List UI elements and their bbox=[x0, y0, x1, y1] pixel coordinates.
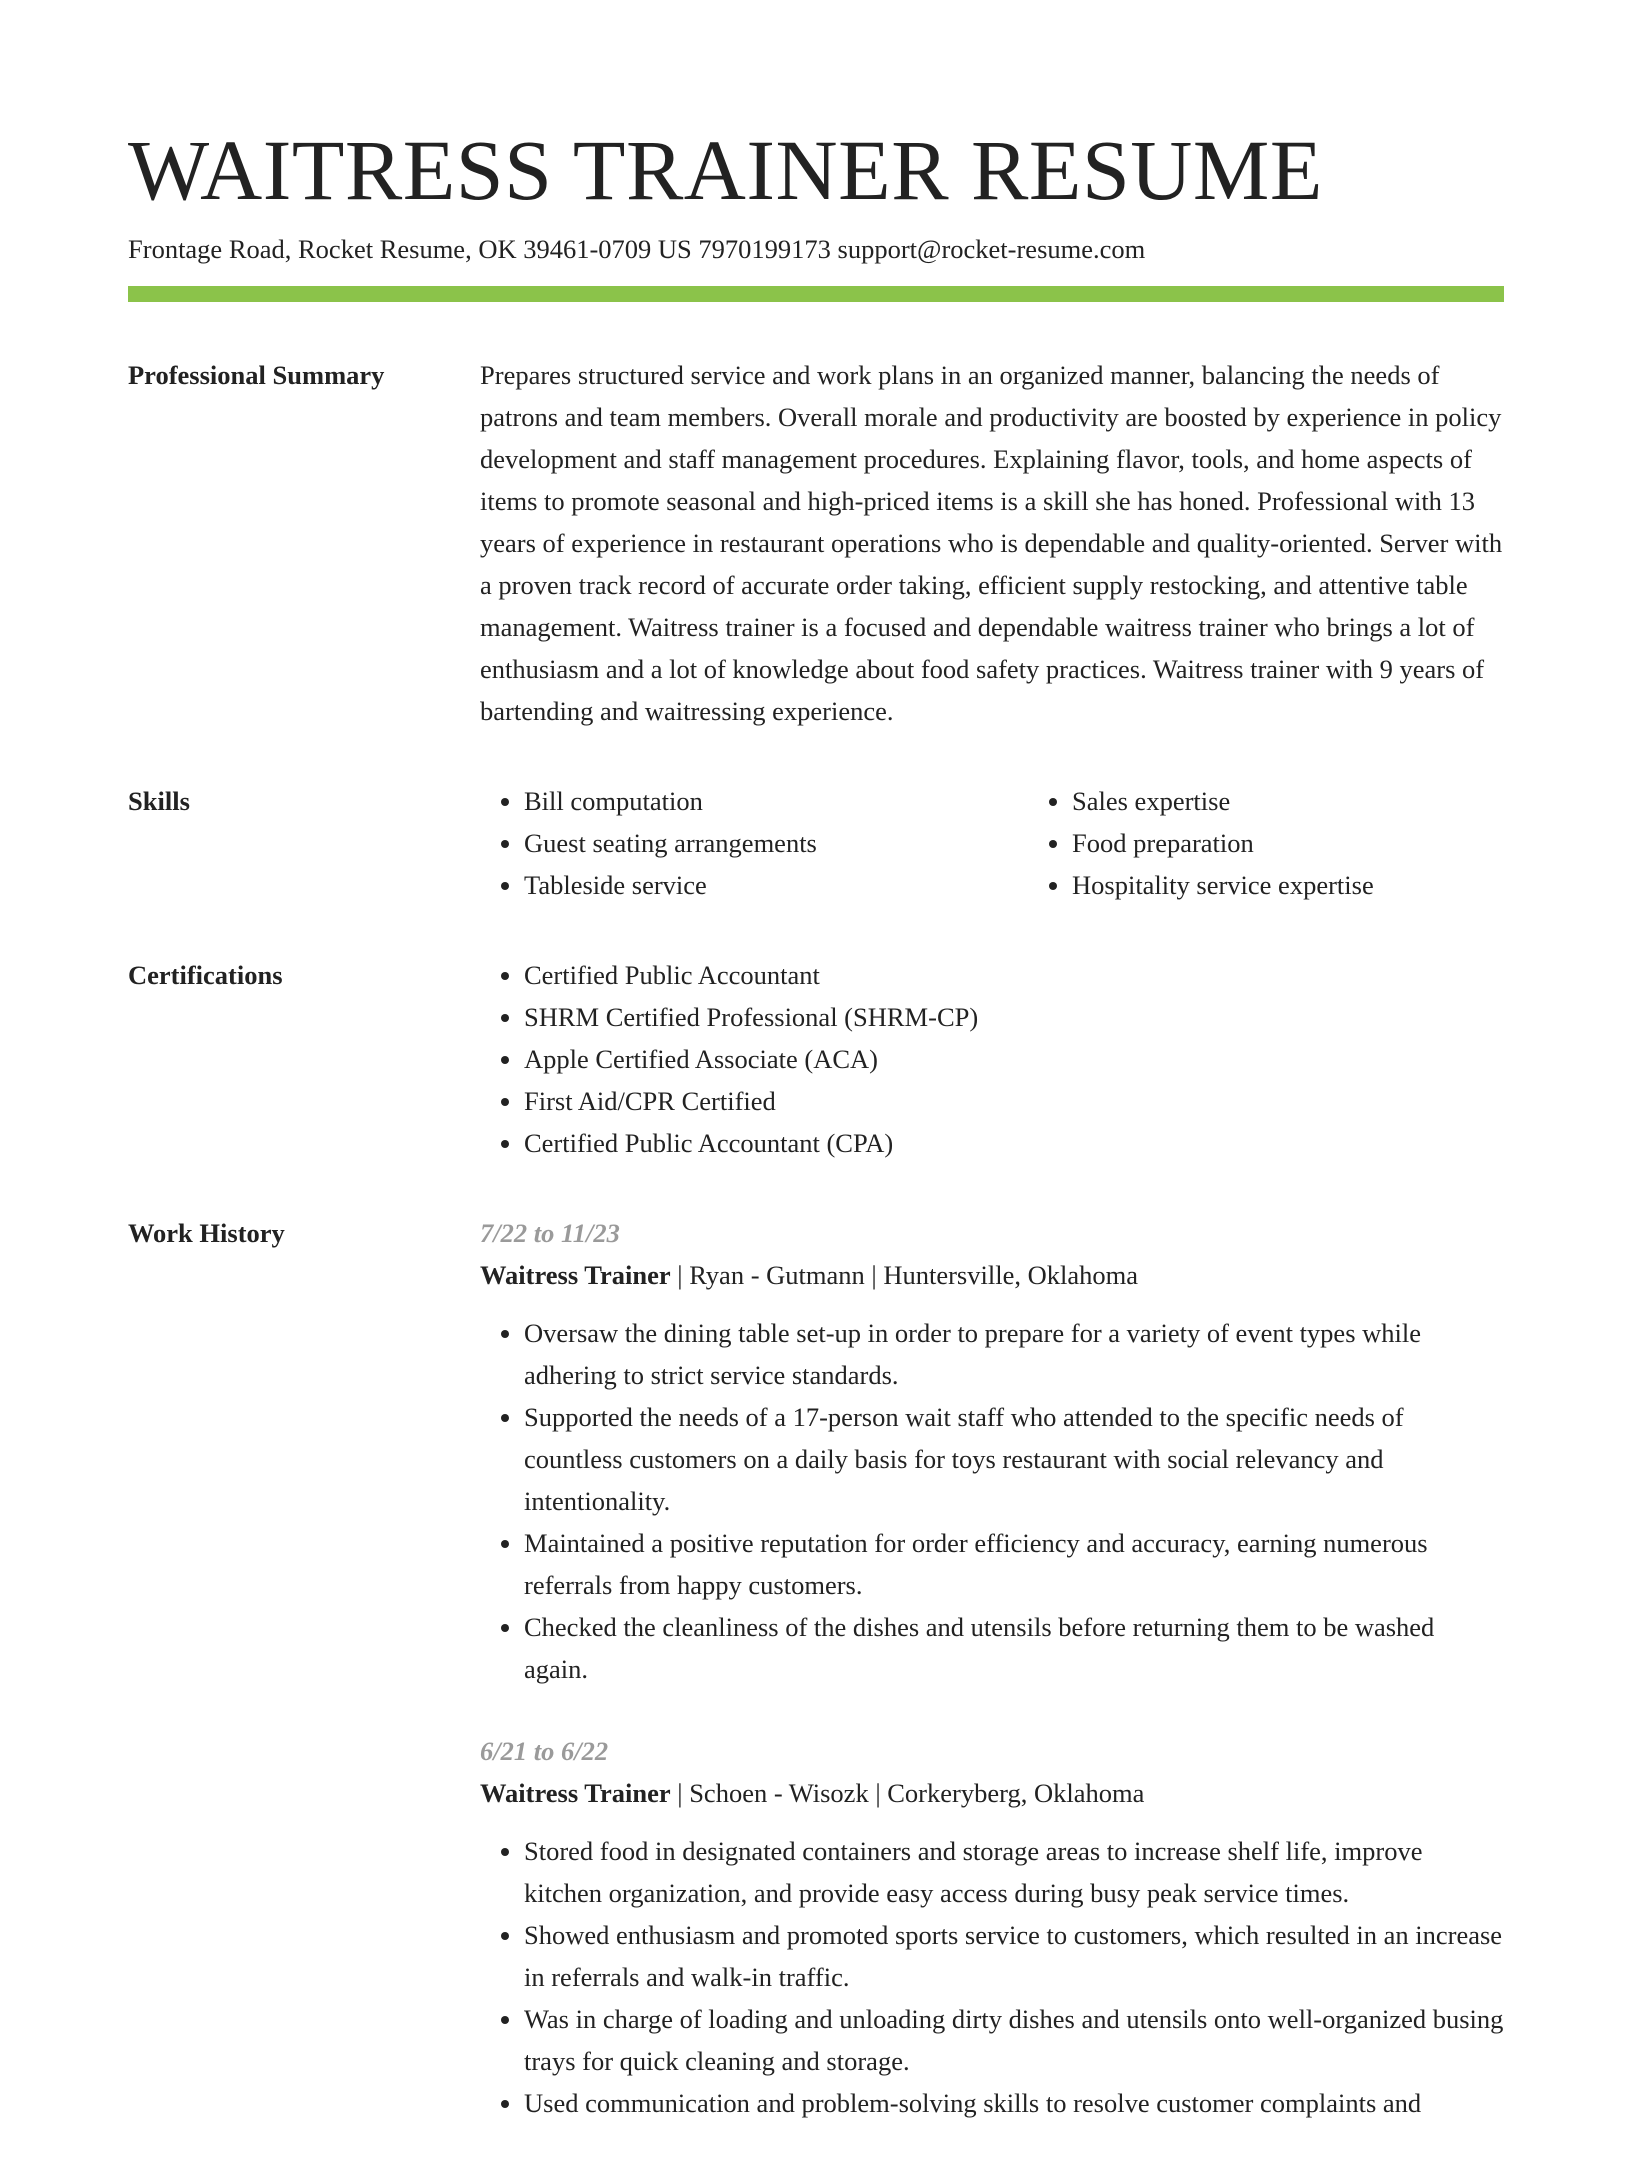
job-dates: 6/21 to 6/22 bbox=[480, 1736, 609, 1766]
work-history-section bbox=[128, 1212, 1504, 2164]
certifications-label: Certifications bbox=[128, 960, 283, 990]
certification-item: • Certified Public Accountant (CPA) bbox=[524, 1122, 1504, 1164]
skills-label: Skills bbox=[128, 786, 190, 816]
skill-item: • Hospitality service expertise bbox=[1072, 864, 1576, 906]
skills-list-right bbox=[1028, 780, 1576, 906]
summary-label: Professional Summary bbox=[128, 360, 385, 390]
skill-item: • Tableside service bbox=[524, 864, 1028, 906]
job-title: Waitress Trainer bbox=[480, 1260, 671, 1290]
skill-item: • Bill computation bbox=[524, 780, 1028, 822]
certification-item: • SHRM Certified Professional (SHRM-CP) bbox=[524, 996, 1504, 1038]
job-bullet: • Was in charge of loading and unloading dirty dishes and utensils onto well-organized busing trays for quick cleaning and storage. bbox=[524, 1998, 1504, 2082]
job-details: | Schoen - Wisozk | Corkeryberg, Oklahoma bbox=[670, 1778, 1145, 1808]
job-bullet: • Used communication and problem-solving skills to resolve customer complaints and bbox=[524, 2082, 1504, 2124]
work-history-label: Work History bbox=[128, 1218, 285, 1248]
job-dates: 7/22 to 11/23 bbox=[480, 1218, 620, 1248]
resume-title: WAITRESS TRAINER RESUME bbox=[128, 122, 1323, 218]
skills-section bbox=[128, 780, 1504, 906]
job-bullet: • Showed enthusiasm and promoted sports service to customers, which resulted in an increase in referrals and walk-in traffic. bbox=[524, 1914, 1504, 1998]
job-header bbox=[480, 1772, 1504, 1814]
job-details: | Ryan - Gutmann | Huntersville, Oklahoma bbox=[670, 1260, 1138, 1290]
job-bullet: • Checked the cleanliness of the dishes and utensils before returning them to be washed again. bbox=[524, 1606, 1504, 1690]
job-entry bbox=[480, 1212, 1504, 1690]
job-entry bbox=[480, 1730, 1504, 2124]
resume-page bbox=[128, 0, 1504, 2164]
job-title: Waitress Trainer bbox=[480, 1778, 671, 1808]
certification-item: • Apple Certified Associate (ACA) bbox=[524, 1038, 1504, 1080]
certifications-section bbox=[128, 954, 1504, 1164]
contact-info: Frontage Road, Rocket Resume, OK 39461-0709 US 7970199173 support@rocket-resume.com bbox=[128, 234, 1146, 264]
job-bullet: • Maintained a positive reputation for order efficiency and accuracy, earning numerous referrals from happy customers. bbox=[524, 1522, 1504, 1606]
summary-section bbox=[128, 354, 1504, 732]
job-bullets bbox=[480, 1830, 1504, 2124]
skill-item: • Food preparation bbox=[1072, 822, 1576, 864]
certification-item: • First Aid/CPR Certified bbox=[524, 1080, 1504, 1122]
job-bullet: • Oversaw the dining table set-up in order to prepare for a variety of event types while adhering to strict service standards. bbox=[524, 1312, 1504, 1396]
job-bullet: • Stored food in designated containers and storage areas to increase shelf life, improve kitchen organization, and provide easy access during busy peak service times. bbox=[524, 1830, 1504, 1914]
header-divider bbox=[128, 286, 1504, 302]
job-header bbox=[480, 1254, 1504, 1296]
job-bullets bbox=[480, 1312, 1504, 1690]
job-bullet: • Supported the needs of a 17-person wait staff who attended to the specific needs of countless customers on a daily basis for toys restaurant with social relevancy and intentionality. bbox=[524, 1396, 1504, 1522]
skill-item: • Guest seating arrangements bbox=[524, 822, 1028, 864]
certification-item: • Certified Public Accountant bbox=[524, 954, 1504, 996]
skill-item: • Sales expertise bbox=[1072, 780, 1576, 822]
summary-text: Prepares structured service and work plans in an organized manner, balancing the needs of patrons and team members. Overall morale and productivity are boosted by experience in policy development and staff management procedures. Explaining flavor, tools, and home aspects of items to promote seasonal and high-priced items is a skill she has honed. Professional with 13 years of experience in restaurant operations who is dependable and quality-oriented. Server with a proven track record of accurate order taking, efficient supply restocking, and attentive table management. Waitress trainer is a focused and dependable waitress trainer who brings a lot of enthusiasm and a lot of knowledge about food safety practices. Waitress trainer with 9 years of bartending and waitressing experience. bbox=[480, 360, 1503, 726]
skills-list-left bbox=[480, 780, 1028, 906]
certifications-list bbox=[480, 954, 1504, 1164]
